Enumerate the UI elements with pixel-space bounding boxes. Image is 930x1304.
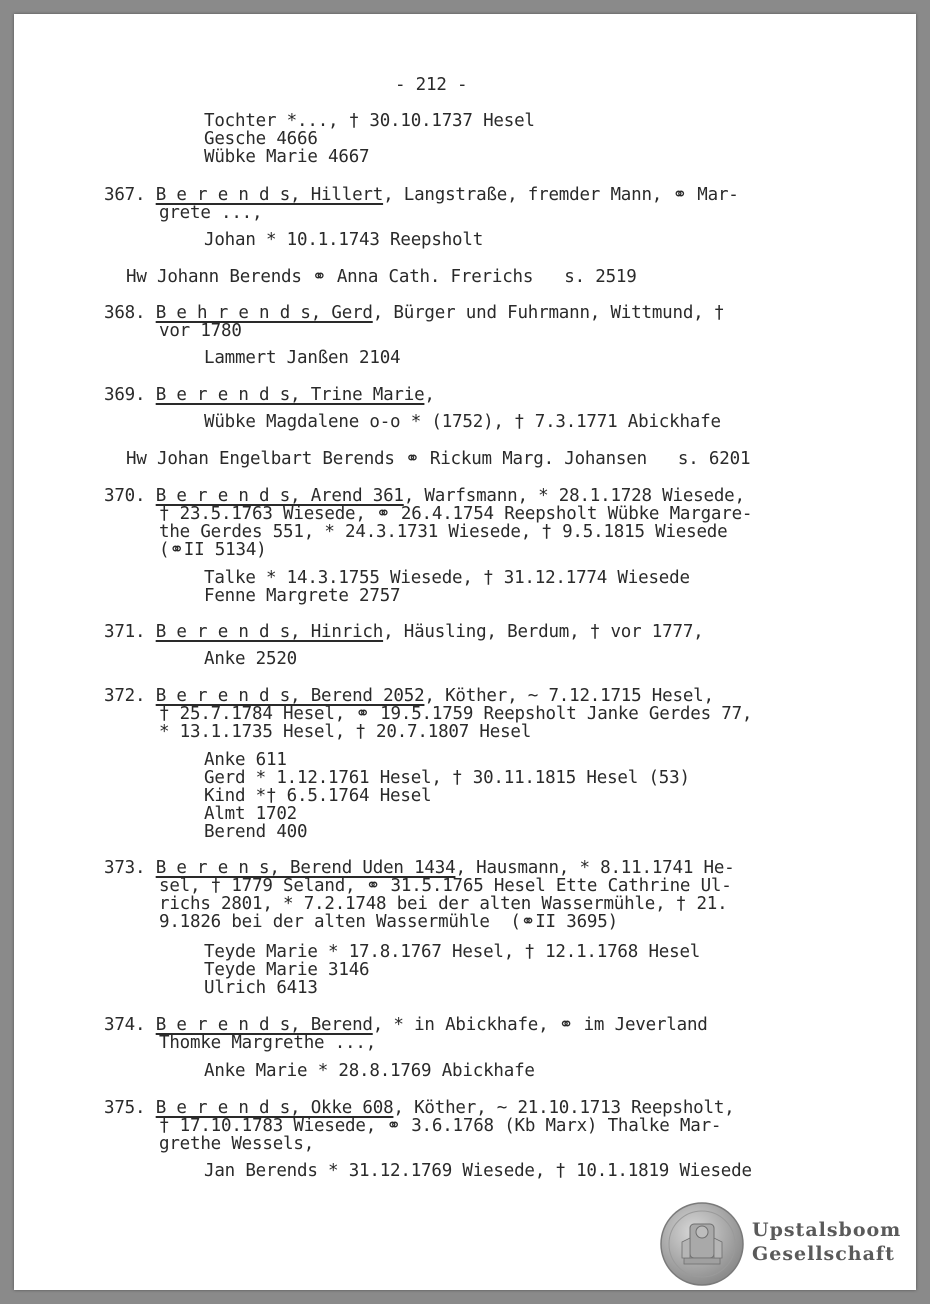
child-line: Anke Marie * 28.8.1769 Abickhafe — [204, 1061, 535, 1081]
household-note: Hw Johan Engelbart Berends ⚭ Rickum Marg. Johansen s. 6201 — [126, 449, 751, 469]
entry-368 — [104, 304, 724, 322]
entry-number: 369. — [104, 385, 146, 405]
entry-number: 372. — [104, 686, 146, 706]
entry-number: 373. — [104, 858, 146, 878]
entry-name: B e h r e n d s, Gerd — [155, 303, 373, 323]
brand-line-2: Gesellschaft — [752, 1243, 895, 1265]
child-line: Kind *† 6.5.1764 Hesel — [204, 786, 432, 806]
entry-371 — [104, 623, 704, 641]
child-line: Ulrich 6413 — [204, 978, 318, 998]
entry-line: grethe Wessels, — [159, 1134, 315, 1154]
entry-name: B e r e n d s, Trine Marie — [155, 385, 425, 405]
child-line: Berend 400 — [204, 822, 308, 842]
entry-line: † 17.10.1783 Wiesede, ⚭ 3.6.1768 (Kb Marx) Thalke Mar- — [159, 1116, 722, 1136]
entry-line: Thomke Margrethe ..., — [159, 1033, 377, 1053]
entry-number: 370. — [104, 486, 146, 506]
child-line: Teyde Marie * 17.8.1767 Hesel, † 12.1.1768 Hesel — [204, 942, 701, 962]
entry-details: , Hausmann, * 8.11.1741 He- — [455, 858, 735, 878]
entry-line: † 25.7.1784 Hesel, ⚭ 19.5.1759 Reepsholt Janke Gerdes 77, — [159, 704, 753, 724]
entry-details: , Bürger und Fuhrmann, Wittmund, † — [372, 303, 725, 323]
entry-367 — [104, 186, 739, 204]
entry-name: B e r e n d s, Okke 608 — [155, 1098, 394, 1118]
entry-details: , Warfsmann, * 28.1.1728 Wiesede, — [403, 486, 745, 506]
entry-line: 9.1826 bei der alten Wassermühle (⚭II 3695) — [159, 912, 618, 932]
entry-line: grete ..., — [159, 203, 263, 223]
entry-374 — [104, 1016, 708, 1034]
entry-details: , Köther, ~ 21.10.1713 Reepsholt, — [393, 1098, 735, 1118]
child-line: Wübke Magdalene o-o * (1752), † 7.3.1771 Abickhafe — [204, 412, 721, 432]
entry-line: † 23.5.1763 Wiesede, ⚭ 26.4.1754 Reepsholt Wübke Margare- — [159, 504, 753, 524]
entry-number: 367. — [104, 185, 146, 205]
entry-name: B e r e n d s, Arend 361 — [155, 486, 404, 506]
brand-wordmark — [752, 1218, 901, 1266]
child-line: Jan Berends * 31.12.1769 Wiesede, † 10.1.1819 Wiesede — [204, 1161, 752, 1181]
entry-line: * 13.1.1735 Hesel, † 20.7.1807 Hesel — [159, 722, 532, 742]
entry-details: , Häusling, Berdum, † vor 1777, — [383, 622, 704, 642]
entry-line: sel, † 1779 Seland, ⚭ 31.5.1765 Hesel Ette Cathrine Ul- — [159, 876, 732, 896]
child-line: Talke * 14.3.1755 Wiesede, † 31.12.1774 Wiesede — [204, 568, 690, 588]
entry-370 — [104, 487, 745, 505]
child-line: Almt 1702 — [204, 804, 298, 824]
child-line: Anke 2520 — [204, 649, 298, 669]
entry-details: , Langstraße, fremder Mann, ⚭ Mar- — [383, 185, 739, 205]
child-line: Anke 611 — [204, 750, 287, 770]
child-line: Gerd * 1.12.1761 Hesel, † 30.11.1815 Hesel (53) — [204, 768, 690, 788]
entry-details: , — [424, 385, 435, 405]
seal-logo-icon — [660, 1202, 744, 1286]
entry-number: 374. — [104, 1015, 146, 1035]
entry-line: (⚭II 5134) — [159, 540, 267, 560]
entry-number: 368. — [104, 303, 146, 323]
entry-name: B e r e n d s, Hinrich — [155, 622, 384, 642]
page-number: - 212 - — [395, 75, 468, 95]
child-line: Teyde Marie 3146 — [204, 960, 370, 980]
entry-name: B e r e n s, Berend Uden 1434 — [155, 858, 456, 878]
child-line: Tochter *..., † 30.10.1737 Hesel — [204, 111, 535, 131]
entry-name: B e r e n d s, Hillert — [155, 185, 384, 205]
child-line: Fenne Margrete 2757 — [204, 586, 401, 606]
entry-name: B e r e n d s, Berend 2052 — [155, 686, 425, 706]
entry-number: 371. — [104, 622, 146, 642]
document-page — [14, 14, 916, 1290]
child-line: Wübke Marie 4667 — [204, 147, 370, 167]
entry-details: , Köther, ~ 7.12.1715 Hesel, — [424, 686, 714, 706]
entry-369 — [104, 386, 435, 404]
child-line: Lammert Janßen 2104 — [204, 348, 401, 368]
entry-name: B e r e n d s, Berend — [155, 1015, 373, 1035]
entry-375 — [104, 1099, 735, 1117]
child-line: Gesche 4666 — [204, 129, 318, 149]
entry-number: 375. — [104, 1098, 146, 1118]
household-note: Hw Johann Berends ⚭ Anna Cath. Frerichs s. 2519 — [126, 267, 637, 287]
entry-373 — [104, 859, 735, 877]
entry-372 — [104, 687, 714, 705]
entry-details: , * in Abickhafe, ⚭ im Jeverland — [372, 1015, 708, 1035]
entry-line: the Gerdes 551, * 24.3.1731 Wiesede, † 9.5.1815 Wiesede — [159, 522, 728, 542]
entry-line: richs 2801, * 7.2.1748 bei der alten Wassermühle, † 21. — [159, 894, 728, 914]
brand-line-1: Upstalsboom — [752, 1219, 902, 1241]
child-line: Johan * 10.1.1743 Reepsholt — [204, 230, 484, 250]
entry-line: vor 1780 — [159, 321, 242, 341]
